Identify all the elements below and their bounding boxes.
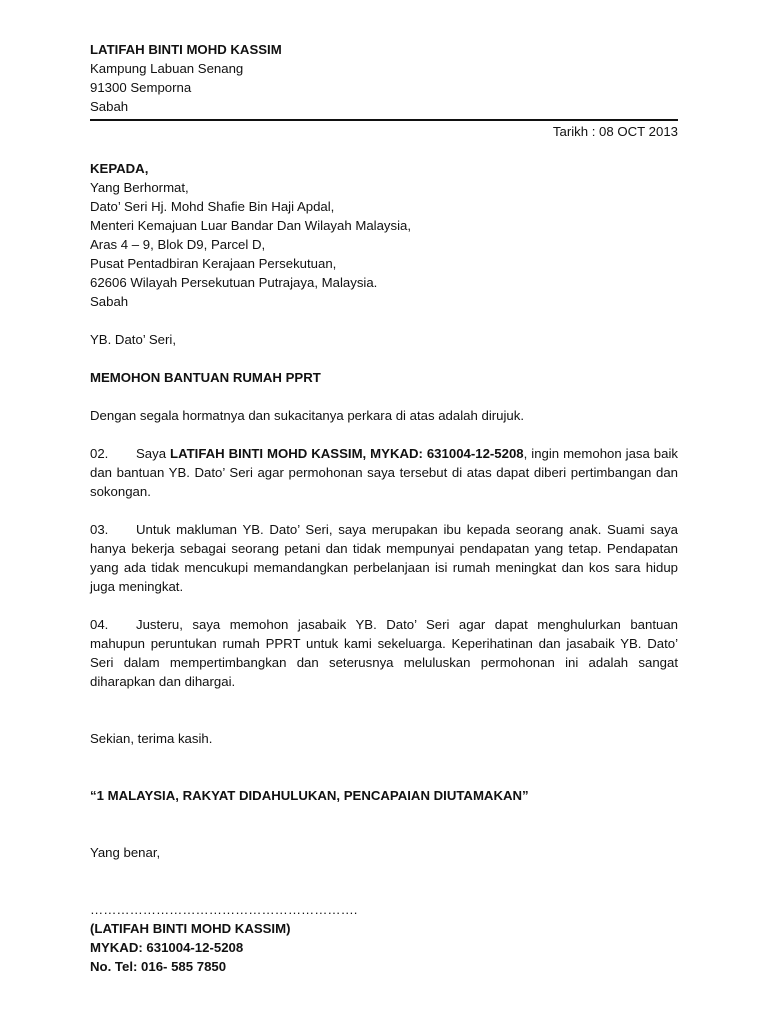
signer-mykad: MYKAD: 631004-12-5208 xyxy=(90,940,244,955)
sender-address-line-3: Sabah xyxy=(90,99,129,114)
signer-phone: No. Tel: 016- 585 7850 xyxy=(90,959,227,974)
paragraph-number: 03. xyxy=(90,522,109,537)
slogan: “1 MALAYSIA, RAKYAT DIDAHULUKAN, PENCAPAIAN DIUTAMAKAN” xyxy=(90,788,529,803)
recipient-line-3: Menteri Kemajuan Luar Bandar Dan Wilayah Malaysia, xyxy=(90,218,412,233)
sender-name: LATIFAH BINTI MOHD KASSIM xyxy=(90,42,282,57)
letter-date: Tarikh : 08 OCT 2013 xyxy=(552,124,678,139)
recipient-line-5: Pusat Pentadbiran Kerajaan Persekutuan, xyxy=(90,256,337,271)
paragraph-text: Justeru, saya memohon jasabaik YB. Dato’ Seri agar dapat menghulurkan bantuan mahupun peruntukan rumah PPRT untuk kami sekeluarga. Keperihatinan dan jasabaik YB. Dato’ Seri dalam mempertimbangkan dan seterusnya meluluskan permohonan ini adalah sangat diharapkan dan dihargai. xyxy=(90,617,678,689)
recipient-line-2: Dato’ Seri Hj. Mohd Shafie Bin Haji Apdal, xyxy=(90,199,335,214)
recipient-line-4: Aras 4 – 9, Blok D9, Parcel D, xyxy=(90,237,266,252)
paragraph-04 xyxy=(90,615,678,691)
letter-page xyxy=(90,40,678,976)
intro-paragraph: Dengan segala hormatnya dan sukacitanya perkara di atas adalah dirujuk. xyxy=(90,408,524,423)
sender-address-line-2: 91300 Semporna xyxy=(90,80,192,95)
recipient-heading: KEPADA, xyxy=(90,161,149,176)
header-divider xyxy=(90,119,678,121)
signer-name: (LATIFAH BINTI MOHD KASSIM) xyxy=(90,921,291,936)
sign-off: Yang benar, xyxy=(90,845,161,860)
paragraph-text-tail: , ingin memohon jasa baik dan bantuan YB. Dato’ Seri agar permohonan saya tersebut di atas dapat diberi pertimbangan dan sokongan. xyxy=(90,446,678,499)
sender-address-line-1: Kampung Labuan Senang xyxy=(90,61,244,76)
recipient-line-7: Sabah xyxy=(90,294,129,309)
paragraph-text-bold: LATIFAH BINTI MOHD KASSIM, MYKAD: 631004-12-5208 xyxy=(170,446,524,461)
paragraph-02 xyxy=(90,444,678,501)
recipient-line-6: 62606 Wilayah Persekutuan Putrajaya, Malaysia. xyxy=(90,275,378,290)
signature-line: ……………………………………………………. xyxy=(90,902,358,917)
paragraph-text: Untuk makluman YB. Dato’ Seri, saya merupakan ibu kepada seorang anak. Suami saya hanya bekerja sebagai seorang petani dan tidak mempunyai pendapatan yang tetap. Pendapatan yang ada tidak mencukupi memandangkan perbelanjaan isi rumah meningkat dan kos sara hidup juga meningkat. xyxy=(90,522,678,594)
paragraph-text-lead: Saya xyxy=(136,446,171,461)
paragraph-number: 04. xyxy=(90,617,109,632)
recipient-line-1: Yang Berhormat, xyxy=(90,180,189,195)
paragraph-number: 02. xyxy=(90,446,109,461)
subject-heading: MEMOHON BANTUAN RUMAH PPRT xyxy=(90,370,321,385)
salutation: YB. Dato’ Seri, xyxy=(90,332,176,347)
closing: Sekian, terima kasih. xyxy=(90,731,213,746)
paragraph-03 xyxy=(90,520,678,596)
